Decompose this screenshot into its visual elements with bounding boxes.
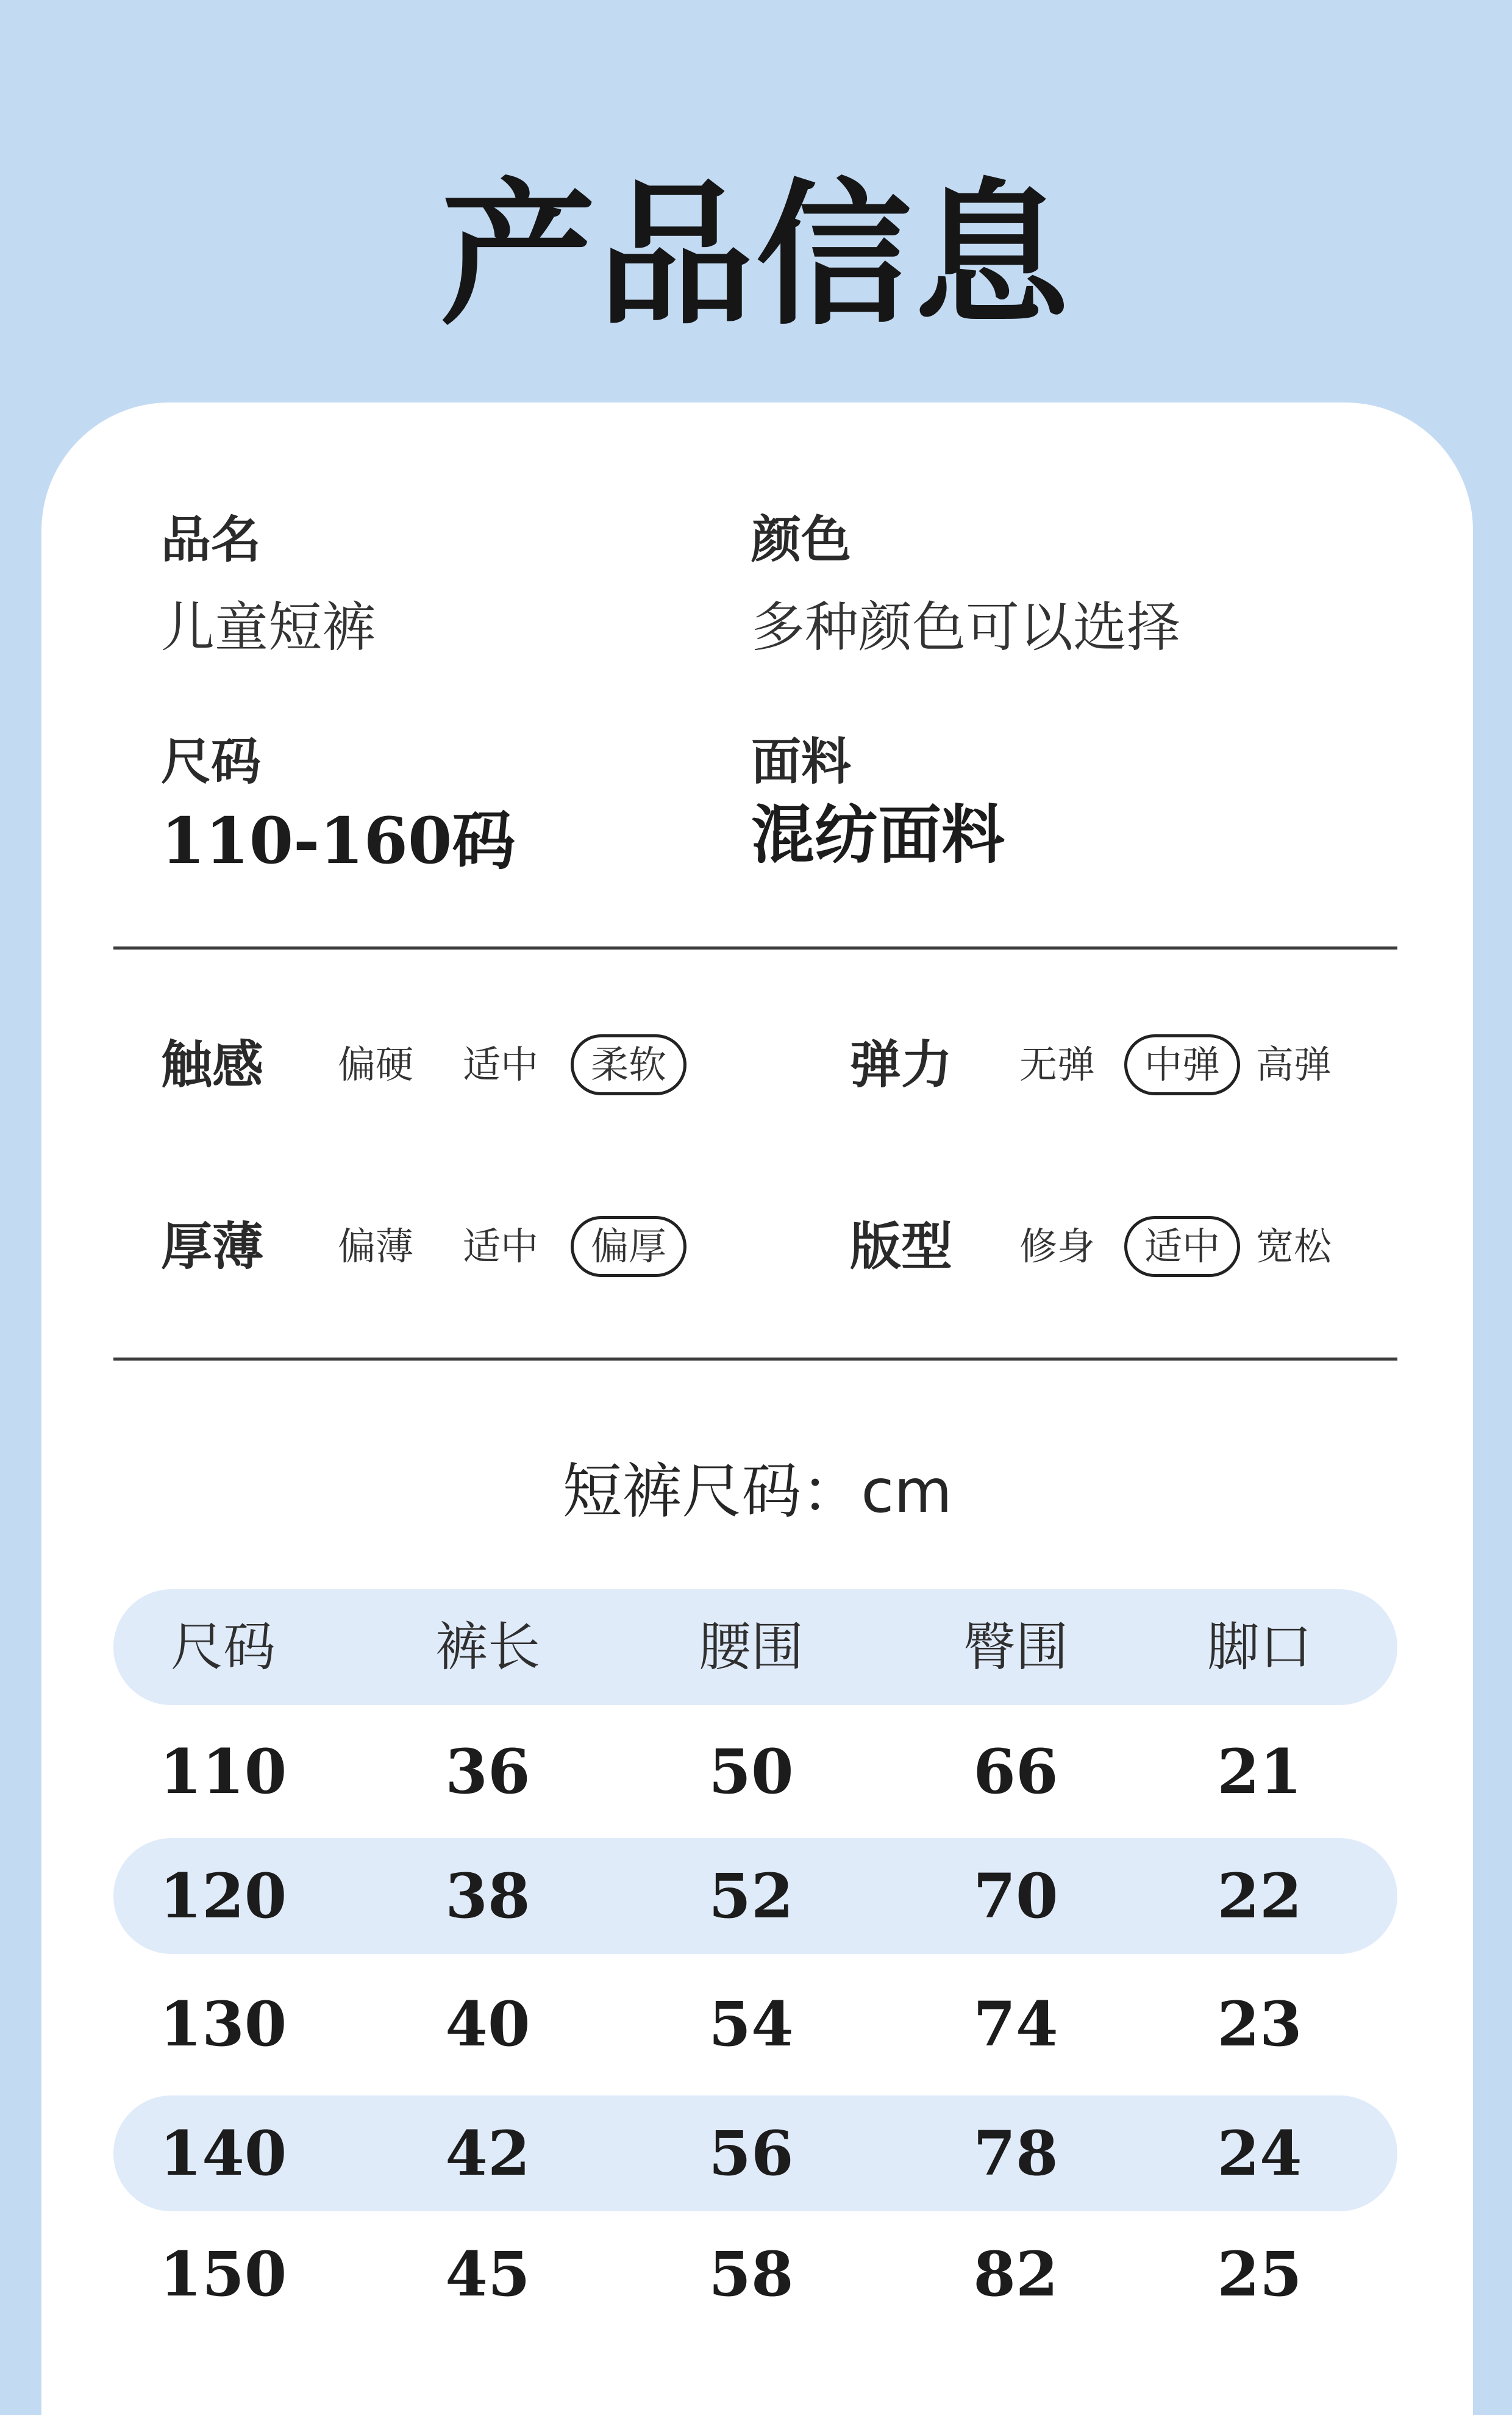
- fit-option-slim: 修身: [1019, 1224, 1095, 1268]
- name-label: 品名: [161, 511, 262, 569]
- size-label: 尺码: [161, 733, 262, 791]
- table-row: [113, 2095, 1397, 2211]
- touch-option-hard: 偏硬: [337, 1042, 413, 1087]
- divider-bottom: [113, 1358, 1397, 1361]
- table-cell: 74: [973, 1988, 1058, 2060]
- header-size: 尺码: [171, 1617, 276, 1678]
- product-info-card: [41, 402, 1473, 2415]
- table-cell: 54: [708, 1988, 794, 2060]
- color-label: 颜色: [751, 511, 852, 569]
- divider-top: [113, 946, 1397, 950]
- thickness-option-medium: 适中: [462, 1224, 538, 1268]
- table-cell: 50: [708, 1736, 794, 1808]
- name-value: 儿童短裤: [161, 596, 376, 659]
- size-table-title: 短裤尺码：cm: [562, 1457, 952, 1526]
- page-title: 产品信息: [440, 165, 1072, 346]
- size-value: 110-160码: [161, 803, 516, 878]
- table-cell: 52: [708, 1860, 794, 1932]
- table-cell: 70: [973, 1860, 1058, 1932]
- thickness-label: 厚薄: [161, 1217, 264, 1276]
- header-leg-opening: 脚口: [1207, 1617, 1312, 1678]
- elasticity-label: 弹力: [850, 1035, 953, 1095]
- fabric-value: 混纺面料: [751, 797, 1005, 872]
- elasticity-option-high: 高弹: [1255, 1042, 1332, 1087]
- header-length: 裤长: [435, 1617, 540, 1678]
- fit-option-loose: 宽松: [1255, 1224, 1332, 1268]
- table-cell: 120: [159, 1860, 287, 1932]
- table-cell: 21: [1217, 1736, 1302, 1808]
- header-hip: 臀围: [963, 1617, 1068, 1678]
- elasticity-option-medium-selected: 中弹: [1124, 1034, 1240, 1095]
- touch-option-soft-selected: 柔软: [571, 1034, 686, 1095]
- elasticity-option-none: 无弹: [1019, 1042, 1095, 1087]
- table-row: [113, 1838, 1397, 1954]
- header-waist: 腰围: [699, 1617, 804, 1678]
- touch-option-medium: 适中: [462, 1042, 538, 1087]
- table-cell: 56: [708, 2117, 794, 2189]
- table-cell: 22: [1217, 1860, 1302, 1932]
- table-row: [113, 1966, 1397, 2082]
- table-cell: 23: [1217, 1988, 1302, 2060]
- table-cell: 58: [708, 2238, 794, 2310]
- fit-option-regular-selected: 适中: [1124, 1216, 1240, 1277]
- table-cell: 82: [973, 2238, 1058, 2310]
- touch-label: 触感: [161, 1035, 264, 1095]
- table-cell: 110: [159, 1736, 287, 1808]
- table-cell: 40: [445, 1988, 530, 2060]
- table-cell: 25: [1217, 2238, 1302, 2310]
- table-cell: 42: [445, 2117, 530, 2189]
- table-cell: 130: [159, 1988, 287, 2060]
- table-cell: 36: [445, 1736, 530, 1808]
- fit-label: 版型: [850, 1217, 953, 1276]
- table-cell: 78: [973, 2117, 1058, 2189]
- size-table-header: [113, 1589, 1397, 1705]
- table-cell: 66: [973, 1736, 1058, 1808]
- table-cell: 150: [159, 2238, 287, 2310]
- fabric-label: 面料: [751, 733, 852, 791]
- table-row: [113, 2216, 1397, 2332]
- thickness-option-thick-selected: 偏厚: [571, 1216, 686, 1277]
- table-row: [113, 1714, 1397, 1830]
- table-cell: 45: [445, 2238, 530, 2310]
- table-cell: 24: [1217, 2117, 1302, 2189]
- thickness-option-thin: 偏薄: [337, 1224, 413, 1268]
- table-cell: 38: [445, 1860, 530, 1932]
- table-cell: 140: [159, 2117, 287, 2189]
- color-value: 多种颜色可以选择: [751, 596, 1181, 659]
